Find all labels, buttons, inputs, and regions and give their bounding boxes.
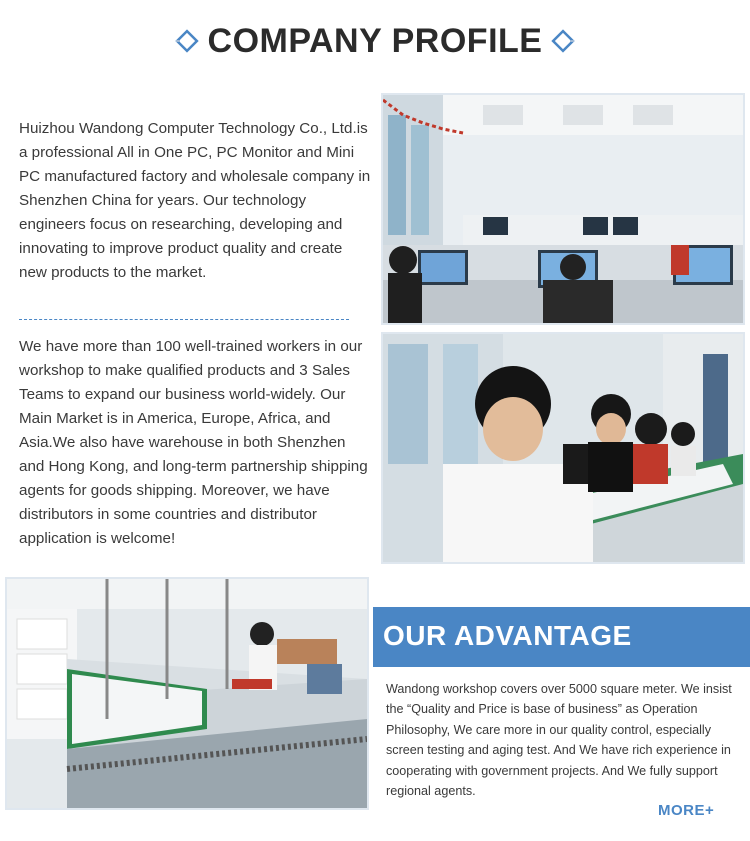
page-header bbox=[0, 16, 750, 66]
office-photo bbox=[381, 93, 745, 325]
more-link[interactable]: MORE+ bbox=[658, 802, 715, 819]
advantage-text: Wandong workshop covers over 5000 square meter. We insist the “Quality and Price is base of business” as Operation Philosophy, We care more in our quality control, especially screen testing and aging test. And We have rich experience in cooperating with government projects. And We fully support regional agents. bbox=[386, 682, 732, 799]
dashed-divider bbox=[19, 319, 349, 320]
profile-intro-text: Huizhou Wandong Computer Technology Co., Ltd.is a professional All in One PC, PC Monitor and Mini PC manufactured factory and wholesale company in Shenzhen China for years. Our technology engineers focus on researching, developing and innovating to improve product quality and create new products to the market. bbox=[19, 120, 371, 281]
advantage-title: OUR ADVANTAGE bbox=[383, 620, 632, 651]
diamond-icon bbox=[174, 28, 200, 54]
advantage-banner bbox=[373, 607, 750, 667]
profile-workforce-text: We have more than 100 well-trained workers in our workshop to make qualified products and 3 Sales Teams to expand our business world-widely. Our Main Market is in America, Europe, Africa, and Asia.We also have warehouse in both Shenzhen and Hong Kong, and long-term partnership shipping agents for goods shipping. Moreover, we have distributors in some countries and distributor application is welcome! bbox=[19, 338, 368, 547]
workshop-photo bbox=[381, 332, 745, 564]
diamond-icon bbox=[550, 28, 576, 54]
page-title: COMPANY PROFILE bbox=[207, 21, 543, 60]
assembly-line-photo bbox=[5, 577, 369, 810]
